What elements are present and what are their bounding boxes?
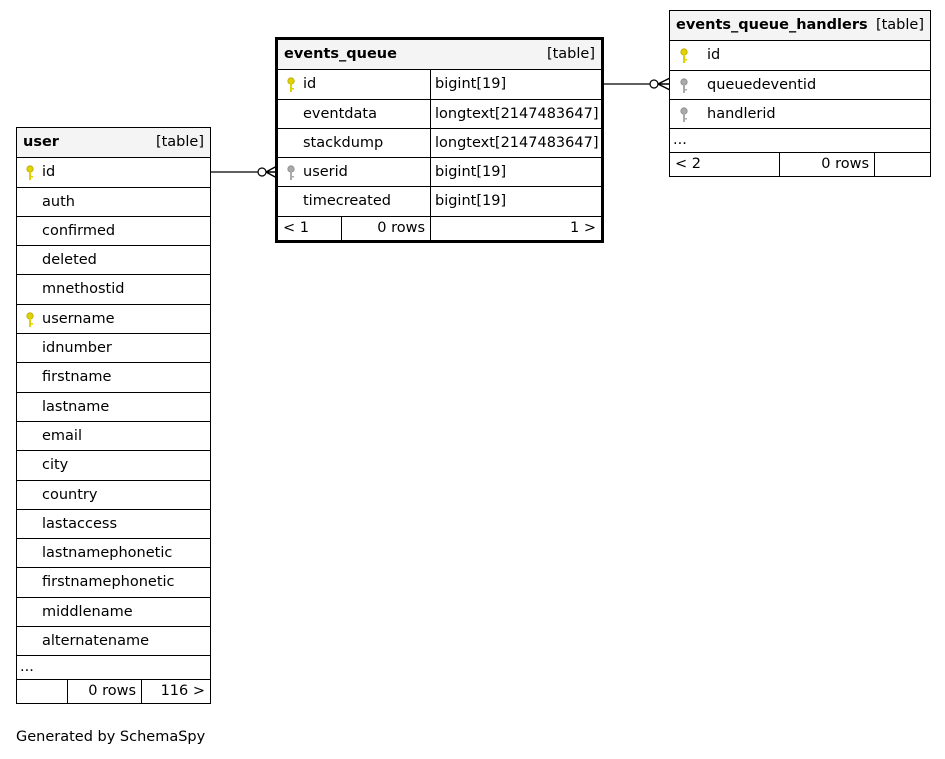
table-type: [table] xyxy=(155,134,204,150)
column-name: firstnamephonetic xyxy=(42,574,175,591)
column-name: email xyxy=(42,427,82,444)
column-row[interactable] xyxy=(17,567,210,596)
row-count: 0 rows xyxy=(779,153,874,176)
column-type: bigint[19] xyxy=(430,158,506,186)
column-name: lastaccess xyxy=(42,515,118,532)
column-name: firstname xyxy=(42,369,112,386)
foreign-key-icon xyxy=(286,165,296,181)
table-name: events_queue_handlers xyxy=(676,17,868,33)
events-queue-handlers-table-footer xyxy=(670,152,930,176)
parents-link[interactable]: < 2 xyxy=(675,156,701,173)
column-name: handlerid xyxy=(707,105,776,122)
primary-key-icon xyxy=(25,165,35,181)
table-name: user xyxy=(23,134,59,150)
primary-key-icon xyxy=(286,77,296,93)
primary-key-icon xyxy=(679,48,689,64)
column-row[interactable] xyxy=(17,216,210,245)
column-name: id xyxy=(303,76,317,93)
unique-key-icon xyxy=(25,312,35,328)
column-name: queuedeventid xyxy=(707,76,817,93)
column-row[interactable] xyxy=(17,597,210,626)
column-row[interactable] xyxy=(17,333,210,362)
user-table[interactable] xyxy=(16,127,211,704)
more-columns-ellipsis: ... xyxy=(670,128,930,152)
events-queue-table[interactable] xyxy=(275,37,604,243)
generated-by-footer: Generated by SchemaSpy xyxy=(16,729,206,745)
column-name: stackdump xyxy=(303,134,384,151)
column-row[interactable] xyxy=(278,128,601,157)
parents-link[interactable]: < 1 xyxy=(283,219,309,236)
column-name: alternatename xyxy=(42,633,150,650)
parents-link[interactable] xyxy=(17,680,67,703)
column-row[interactable] xyxy=(17,450,210,479)
column-name: confirmed xyxy=(42,222,116,239)
relation-user-events-queue-optional-marker xyxy=(258,168,266,176)
column-row[interactable] xyxy=(278,157,601,186)
user-table-header xyxy=(17,128,210,157)
events-queue-table-footer xyxy=(278,216,601,240)
column-type: bigint[19] xyxy=(430,187,506,215)
children-link[interactable]: 116 > xyxy=(141,680,210,703)
column-name: username xyxy=(42,310,115,327)
children-link[interactable] xyxy=(874,153,930,176)
column-name: lastname xyxy=(42,398,110,415)
column-name: eventdata xyxy=(303,105,377,122)
events-queue-handlers-table-header xyxy=(670,11,930,40)
column-type: bigint[19] xyxy=(430,70,506,98)
foreign-key-icon xyxy=(679,107,689,123)
column-type: longtext[2147483647] xyxy=(430,100,598,128)
column-row[interactable] xyxy=(17,304,210,333)
column-name: userid xyxy=(303,164,348,181)
children-link[interactable]: 1 > xyxy=(430,217,601,240)
column-name: middlename xyxy=(42,603,133,620)
column-row[interactable] xyxy=(17,274,210,303)
column-row[interactable] xyxy=(17,626,210,655)
column-row[interactable] xyxy=(17,157,210,186)
more-columns-ellipsis: ... xyxy=(17,655,210,679)
column-name: timecreated xyxy=(303,193,391,210)
column-name: deleted xyxy=(42,252,97,269)
column-row[interactable] xyxy=(17,480,210,509)
column-type: longtext[2147483647] xyxy=(430,129,598,157)
table-name: events_queue xyxy=(284,46,397,62)
column-row[interactable] xyxy=(17,187,210,216)
column-row[interactable] xyxy=(17,392,210,421)
column-row[interactable] xyxy=(17,245,210,274)
column-row[interactable] xyxy=(670,70,930,99)
column-name: country xyxy=(42,486,98,503)
column-row[interactable] xyxy=(17,421,210,450)
column-row[interactable] xyxy=(17,362,210,391)
column-row[interactable] xyxy=(670,40,930,69)
column-row[interactable] xyxy=(278,69,601,98)
column-row[interactable] xyxy=(17,538,210,567)
table-type: [table] xyxy=(546,46,595,62)
column-name: city xyxy=(42,457,69,474)
column-name: id xyxy=(707,47,721,64)
column-row[interactable] xyxy=(670,99,930,128)
events-queue-table-header xyxy=(278,40,601,69)
column-row[interactable] xyxy=(278,186,601,215)
table-type: [table] xyxy=(875,17,924,33)
row-count: 0 rows xyxy=(341,217,430,240)
column-name: mnethostid xyxy=(42,281,125,298)
column-name: id xyxy=(42,164,56,181)
relation-events-queue-handlers-optional-marker xyxy=(650,80,658,88)
row-count: 0 rows xyxy=(67,680,141,703)
user-table-footer xyxy=(17,679,210,703)
column-row[interactable] xyxy=(278,99,601,128)
foreign-key-icon xyxy=(679,78,689,94)
column-name: lastnamephonetic xyxy=(42,545,173,562)
column-name: auth xyxy=(42,193,75,210)
events-queue-handlers-table[interactable] xyxy=(669,10,931,177)
column-name: idnumber xyxy=(42,340,112,357)
column-row[interactable] xyxy=(17,509,210,538)
